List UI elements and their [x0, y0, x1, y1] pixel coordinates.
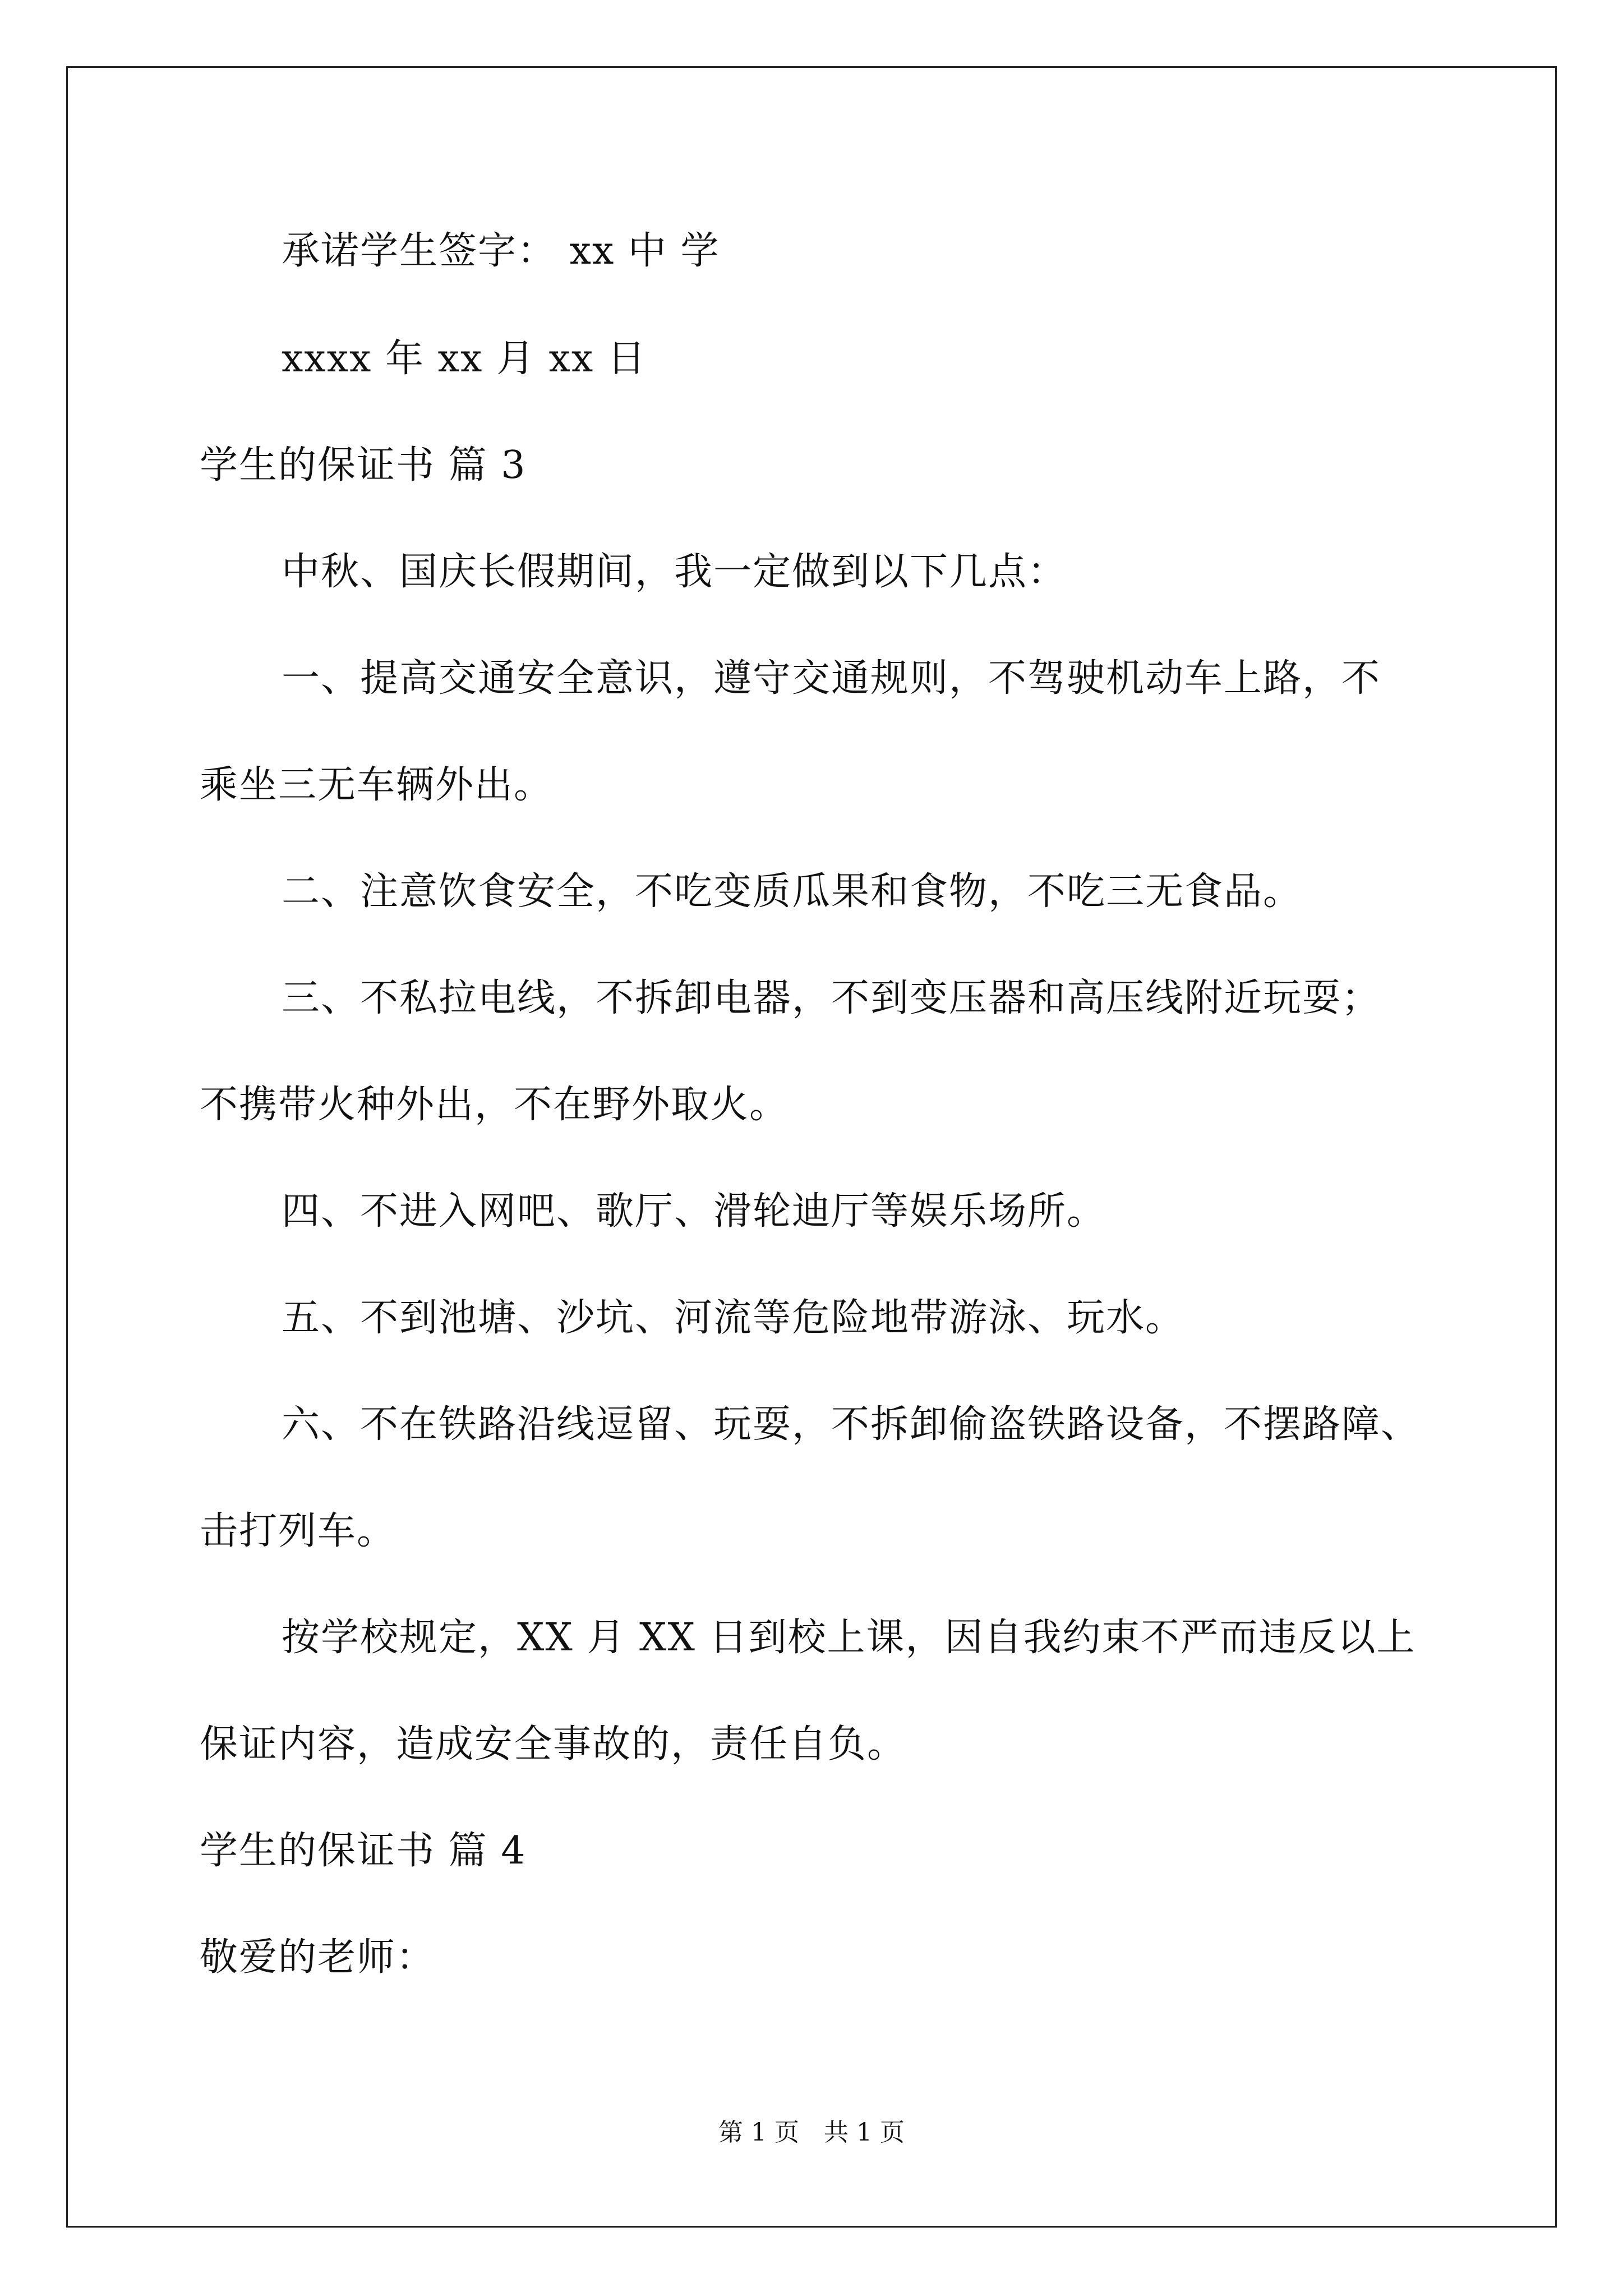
paragraph-item-2: 二、注意饮食安全，不吃变质瓜果和食物，不吃三无食品。 [282, 869, 1303, 914]
paragraph-rules: 按学校规定，XX 月 XX 日到校上课，因自我约束不严而违反以上 [282, 1616, 1416, 1660]
section-heading-3: 学生的保证书 篇 3 [200, 443, 527, 487]
paragraph-item-5: 五、不到池塘、沙坑、河流等危险地带游泳、玩水。 [282, 1296, 1185, 1340]
paragraph-item-3: 三、不私拉电线，不拆卸电器，不到变压器和高压线附近玩耍； [282, 976, 1381, 1020]
section-heading-4: 学生的保证书 篇 4 [200, 1829, 527, 1873]
paragraph-item-6-cont: 击打列车。 [200, 1509, 396, 1553]
signature-line: 承诺学生签字： xx 中 学 [282, 229, 720, 273]
date-line: xxxx 年 xx 月 xx 日 [282, 337, 647, 381]
salutation: 敬爱的老师： [200, 1935, 436, 1980]
paragraph-item-3-cont: 不携带火种外出，不在野外取火。 [200, 1083, 789, 1127]
page-footer: 第 1 页 共 1 页 [718, 2118, 905, 2147]
paragraph-rules-cont: 保证内容，造成安全事故的，责任自负。 [200, 1722, 907, 1766]
paragraph-item-1-cont: 乘坐三无车辆外出。 [200, 763, 554, 807]
paragraph-item-4: 四、不进入网吧、歌厅、滑轮迪厅等娱乐场所。 [282, 1189, 1106, 1234]
page-border [66, 66, 1557, 2228]
paragraph-intro: 中秋、国庆长假期间，我一定做到以下几点： [282, 550, 1067, 594]
paragraph-item-6: 六、不在铁路沿线逗留、玩耍，不拆卸偷盗铁路设备，不摆路障、 [282, 1402, 1421, 1447]
paragraph-item-1: 一、提高交通安全意识，遵守交通规则，不驾驶机动车上路，不 [282, 656, 1381, 701]
